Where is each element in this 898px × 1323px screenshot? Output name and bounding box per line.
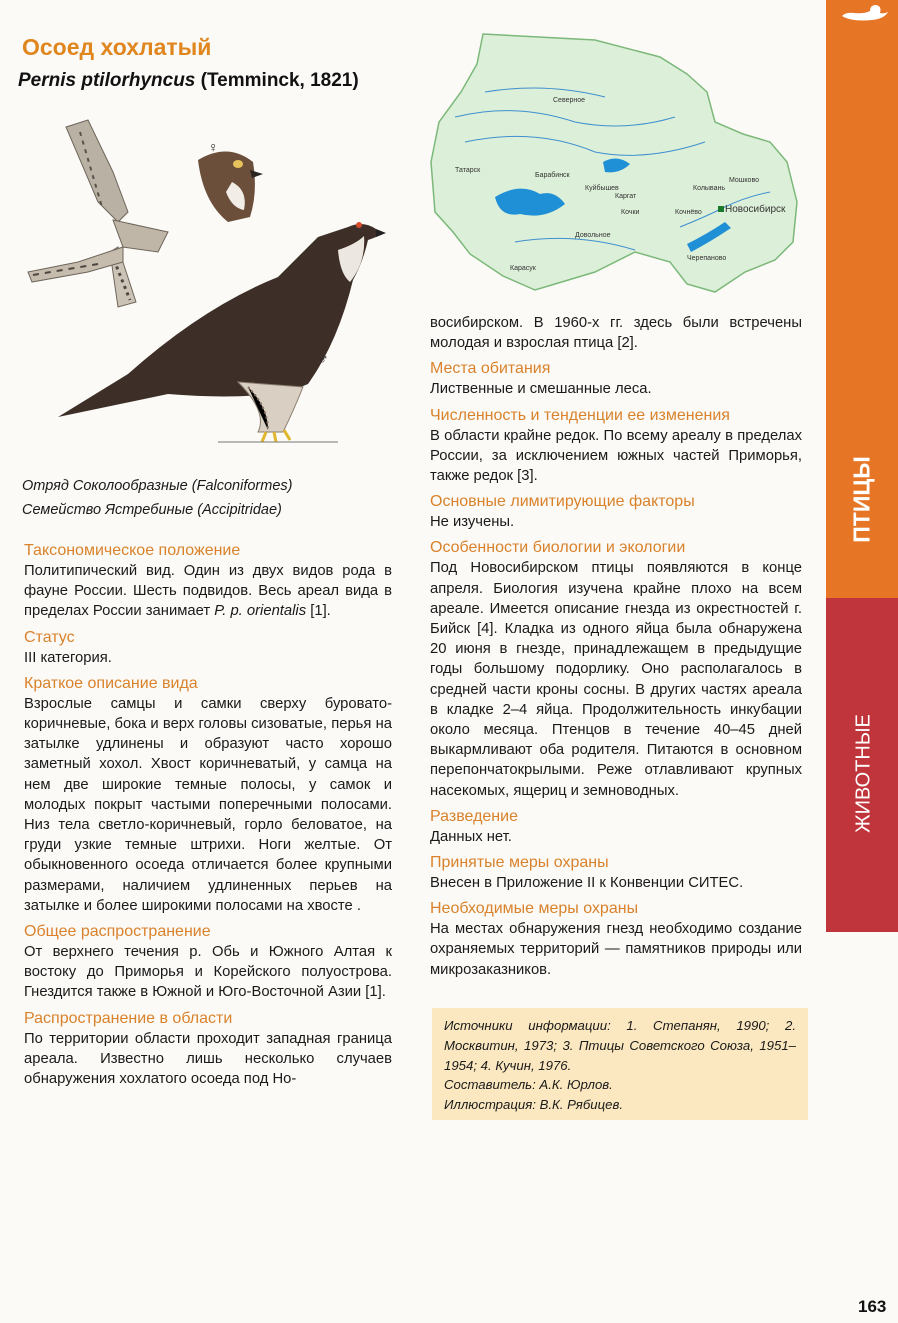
section-heading: Распространение в области — [24, 1009, 233, 1027]
taxonomy-family: Семейство Ястребиные (Accipitridae) — [22, 502, 282, 518]
sources-box — [432, 1008, 808, 1120]
bird-illustration — [18, 112, 406, 462]
flying-bird — [28, 120, 168, 307]
city-label: Каргат — [615, 193, 637, 200]
city-label: Барабинск — [535, 172, 570, 179]
taxonomy-order: Отряд Соколообразные (Falconiformes) — [22, 478, 293, 494]
section-heading: Краткое описание вида — [24, 674, 198, 692]
city-marker — [718, 206, 724, 212]
left-column — [24, 535, 392, 1089]
city-label: Кочки — [621, 209, 640, 216]
city-label: Кочнёво — [675, 209, 702, 216]
section-text: От верхнего течения р. Обь и Южного Алтая к востоку до Приморья и Корейского полуострова. Гнездится также в Южной и Юго-Восточной Азии [1]. — [24, 944, 392, 1001]
taxonomy-block — [22, 474, 292, 522]
sidebar-label-animals: ЖИВОТНЫЕ — [852, 714, 875, 833]
city-label: Татарск — [455, 167, 481, 174]
section-text: Под Новосибирском птицы появляются в конце апреля. Биология изучена крайне плохо на всем ареале. Имеется описание гнезда из окрестностей г. Бийск [4]. Кладка из одного яйца была обнаружена 20 июня в гнезде, принадлежащем в предыдущие годы большому подорлику. Оно располагалось в средней части кроны сосны. В других частях ареала в кладке 2–4 яйца. Продолжительность инкубации около месяца. Птенцов в течение 40–45 дней выкармливают оба родителя. Питаются в основном перепончатокрылыми. Реже отлавливают крупных насекомых, ящериц и земноводных. — [430, 560, 802, 799]
city-label: Куйбышев — [585, 185, 619, 192]
section-text: На местах обнаружения гнезд необходимо создание охраняемых территорий — памятников природы или микрозаказников. — [430, 921, 802, 978]
bird-drawing — [18, 112, 406, 462]
section-heading: Основные лимитирующие факторы — [430, 493, 695, 511]
section-text: Политипический вид. Один из двух видов рода в фауне России. Шесть подвидов. Весь ареал вида в пределах России занимает P. p. orientalis [1]. — [24, 563, 392, 620]
section-heading: Места обитания — [430, 360, 551, 378]
male-symbol-icon: ♂ — [318, 351, 329, 367]
city-label: Черепаново — [687, 255, 727, 262]
sources-text: Источники информации: 1. Степанян, 1990; 2. Москвитин, 1973; 3. Птицы Советского Союза, 1951–1954; 4. Кучин, 1976. — [444, 1018, 796, 1073]
section-text: В области крайне редок. По всему ареалу в пределах России, за исключением южных частей Приморья, также редок [3]. — [430, 427, 802, 485]
head-inset — [198, 139, 263, 222]
section-heading: Принятые меры охраны — [430, 854, 609, 872]
section-text: восибирском. В 1960-х гг. здесь были встречены молодая и взрослая птица [2]. — [430, 315, 802, 352]
compiler-text: Составитель: А.К. Юрлов. — [444, 1077, 613, 1093]
right-column — [430, 313, 802, 980]
city-label: Мошково — [729, 177, 759, 184]
section-text: Данных нет. — [430, 828, 512, 845]
section-text: Внесен в Приложение II к Конвенции СИТЕС. — [430, 875, 744, 892]
sidebar-label-birds: ПТИЦЫ — [848, 456, 875, 543]
latin-name — [18, 70, 359, 92]
city-label: Карасук — [510, 265, 536, 272]
city-label: Колывань — [693, 185, 725, 192]
section-heading: Статус — [24, 628, 75, 646]
section-text: Не изучены. — [430, 514, 515, 531]
section-text: III категория. — [24, 649, 112, 666]
section-heading: Разведение — [430, 807, 518, 825]
distribution-map — [425, 22, 803, 312]
city-label: Северное — [553, 97, 586, 104]
city-label: Новосибирск — [725, 204, 786, 215]
latin-species: Pernis ptilorhyncus — [18, 70, 196, 91]
section-heading: Необходимые меры охраны — [430, 900, 639, 918]
section-text: Лиственные и смешанные леса. — [430, 381, 652, 398]
section-text: Взрослые самцы и самки сверху буровато-коричневые, бока и верх головы сизоватые, перья на затылке удлинены и образуют часто хорошо заметный хохол. Хвост коричневатый, у самца на нем две широкие темные полосы, у самок и молодых покрыт частыми поперечными полосами. Низ тела светло-коричневый, горло беловатое, на груди узкие темные штрихи. Ноги желтые. От обыкновенного осоеда отличается более крупными размерами, наличием удлиненных перьев на затылке и более широкими полосами на хвосте . — [24, 695, 392, 914]
section-text: По территории области проходит западная граница ареала. Известно лишь несколько случаев обнаружения хохлатого осоеда под Но- — [24, 1030, 392, 1088]
section-heading: Таксономическое положение — [24, 542, 241, 559]
female-symbol-icon: ♀ — [208, 139, 219, 155]
city-label: Довольное — [575, 232, 611, 239]
illustrator-text: Иллюстрация: В.К. Рябицев. — [444, 1097, 623, 1113]
section-heading: Численность и тенденции ее изменения — [430, 406, 730, 424]
latin-author: (Temminck, 1821) — [200, 70, 359, 91]
page-number: 163 — [858, 1297, 887, 1316]
species-title: Осоед хохлатый — [22, 34, 212, 60]
section-heading: Особенности биологии и экологии — [430, 539, 686, 557]
duck-icon — [838, 2, 892, 24]
section-heading: Общее распространение — [24, 923, 211, 941]
